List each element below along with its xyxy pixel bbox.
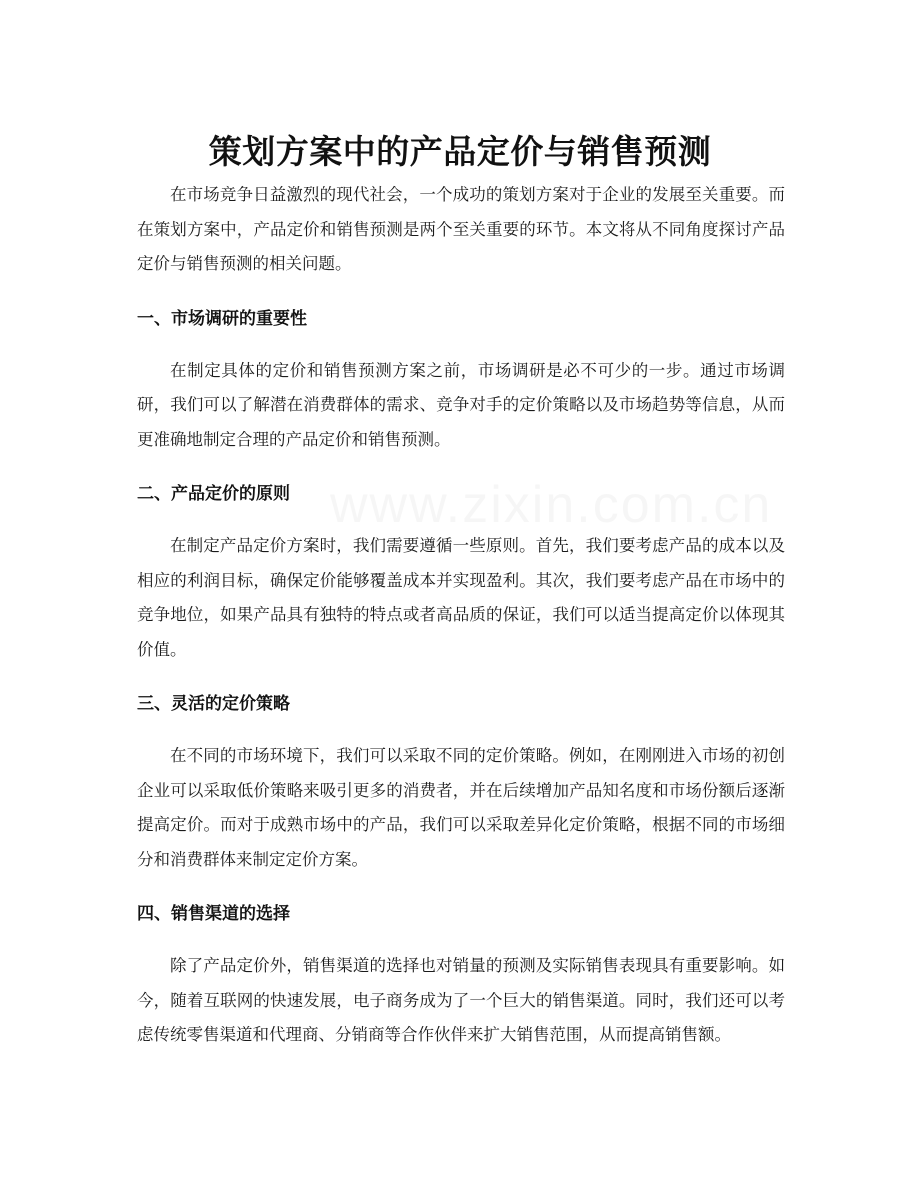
section-body-1: 在制定具体的定价和销售预测方案之前，市场调研是必不可少的一步。通过市场调研，我们可以了解潜在消费群体的需求、竞争对手的定价策略以及市场趋势等信息，从而更准确地制定合理的产品定价和销售预测。 xyxy=(137,360,785,449)
document-title: 策划方案中的产品定价与销售预测 xyxy=(208,132,712,172)
section-heading-3: 三、灵活的定价策略 xyxy=(137,694,290,714)
document-body xyxy=(137,178,785,1053)
section-heading-4: 四、销售渠道的选择 xyxy=(137,904,290,924)
section-body-2: 在制定产品定价方案时，我们需要遵循一些原则。首先，我们要考虑产品的成本以及相应的利润目标，确保定价能够覆盖成本并实现盈利。其次，我们要考虑产品在市场中的竞争地位，如果产品具有独特的特点或者高品质的保证，我们可以适当提高定价以体现其价值。 xyxy=(137,536,785,659)
section-heading-1: 一、市场调研的重要性 xyxy=(137,308,307,329)
section-body-4: 除了产品定价外，销售渠道的选择也对销量的预测及实际销售表现具有重要影响。如今，随着互联网的快速发展，电子商务成为了一个巨大的销售渠道。同时，我们还可以考虑传统零售渠道和代理商、分销商等合作伙伴来扩大销售范围，从而提高销售额。 xyxy=(137,956,785,1044)
intro-paragraph: 在市场竞争日益激烈的现代社会，一个成功的策划方案对于企业的发展至关重要。而在策划方案中，产品定价和销售预测是两个至关重要的环节。本文将从不同角度探讨产品定价与销售预测的相关问题。 xyxy=(137,185,785,273)
section-heading-2: 二、产品定价的原则 xyxy=(137,484,290,504)
section-body-3: 在不同的市场环境下，我们可以采取不同的定价策略。例如，在刚刚进入市场的初创企业可以采取低价策略来吸引更多的消费者，并在后续增加产品知名度和市场份额后逐渐提高定价。而对于成熟市场中的产品，我们可以采取差异化定价策略，根据不同的市场细分和消费群体来制定定价方案。 xyxy=(137,746,785,869)
